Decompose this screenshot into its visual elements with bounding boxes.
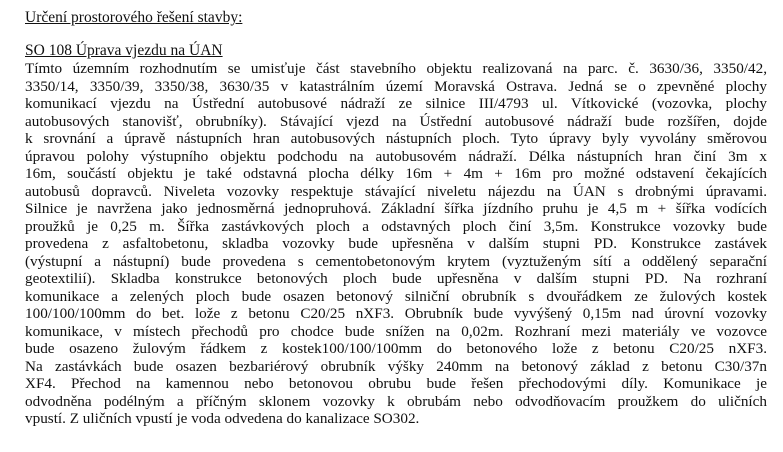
paragraph-line: bude osazeno žulovým řádkem z kostek100/100/100mm do betonového lože z betonu C20/25 nXF3. [25, 340, 767, 357]
paragraph-line: autobusů dopravců. Niveleta vozovky respektuje stávající niveletu nájezdu na ÚAN s drobnými úpravami. [25, 182, 767, 200]
paragraph-line: Silnice je navržena jako jednosměrná jednopruhová. Základní šířka jízdního pruhu je 4,5 m + šířka vodících [25, 200, 767, 217]
paragraph-line: Tímto územním rozhodnutím se umisťuje část stavebního objektu realizovaná na parc. č. 3630/36, 3350/42, [25, 60, 767, 77]
paragraph-line: 100/100/100mm do bet. lože z betonu C20/25 nXF3. Obrubník bude vyvýšený 0,15m nad úrovní vozovky [25, 305, 767, 322]
paragraph-line: 3350/14, 3350/39, 3350/38, 3630/35 v katastrálním území Moravská Ostrava. Jedná se o zpevněné plochy [25, 77, 767, 95]
description-paragraph [25, 60, 767, 428]
paragraph-line: Na zastávkách bude osazen bezbariérový obrubník výšky 240mm na betonový základ z betonu C30/37n [25, 357, 767, 375]
document-page [25, 8, 767, 428]
paragraph-line: úpravou polohy výstupního objektu podchodu na autobusovém nádraží. Délka nástupních hran činí 3m x [25, 147, 767, 165]
paragraph-line: odvodněna podélným a příčným sklonem vozovky k obrubám nebo odvodňovacím proužkem do uličních [25, 392, 767, 410]
paragraph-line: komunikací vjezdu na Ústřední autobusové nádraží ze silnice III/4793 ul. Vítkovické (vozovka, plochy [25, 95, 767, 112]
paragraph-line: provedena z asfaltobetonu, skladba vozovky bude upřesněna v dalším stupni PD. Konstrukce zastávek [25, 235, 767, 252]
paragraph-line: XF4. Přechod na kamennou nebo betonovou obrubu bude řešen přechodovými díly. Komunikace je [25, 375, 767, 392]
paragraph-line: komunikace, v místech přechodů pro chodce bude snížen na 0,02m. Rozhraní mezi materiály ve vozovce [25, 322, 767, 340]
paragraph-line: vpustí. Z uličních vpustí je voda odvedena do kanalizace SO302. [25, 410, 420, 427]
paragraph-line: komunikace a zelených ploch bude osazen betonový silniční obrubník s dvouřádkem ze žulových kostek [25, 287, 767, 305]
section-heading: Určení prostorového řešení stavby: [25, 9, 243, 26]
paragraph-line: 16m, součástí objektu je také odstavná plocha délky 16m + 4m + 16m pro možné odstavení čekajících [25, 165, 767, 182]
paragraph-line: geotextilií). Skladba konstrukce betonových ploch bude upřesněna v dalším stupni PD. Na rozhraní [25, 270, 767, 287]
paragraph-line: autobusových stanovišť, obrubníky). Stávající vjezd na Ústřední autobusové nádraží bude rozšířen, dojde [25, 112, 767, 130]
paragraph-line: k srovnání a úpravě nástupních hran autobusových nástupních ploch. Tyto úpravy byly vyvolány směrovou [25, 130, 767, 147]
paragraph-line: proužků je 0,25 m. Šířka zastávkových ploch a odstavných ploch činí 3,5m. Konstrukce vozovky bude [25, 217, 767, 235]
paragraph-line: (výstupní a nástupní) bude provedena s cementobetonovým krytem (vyztuženým sítí a oddělený separační [25, 252, 767, 270]
object-subheading: SO 108 Úprava vjezdu na ÚAN [25, 42, 223, 59]
